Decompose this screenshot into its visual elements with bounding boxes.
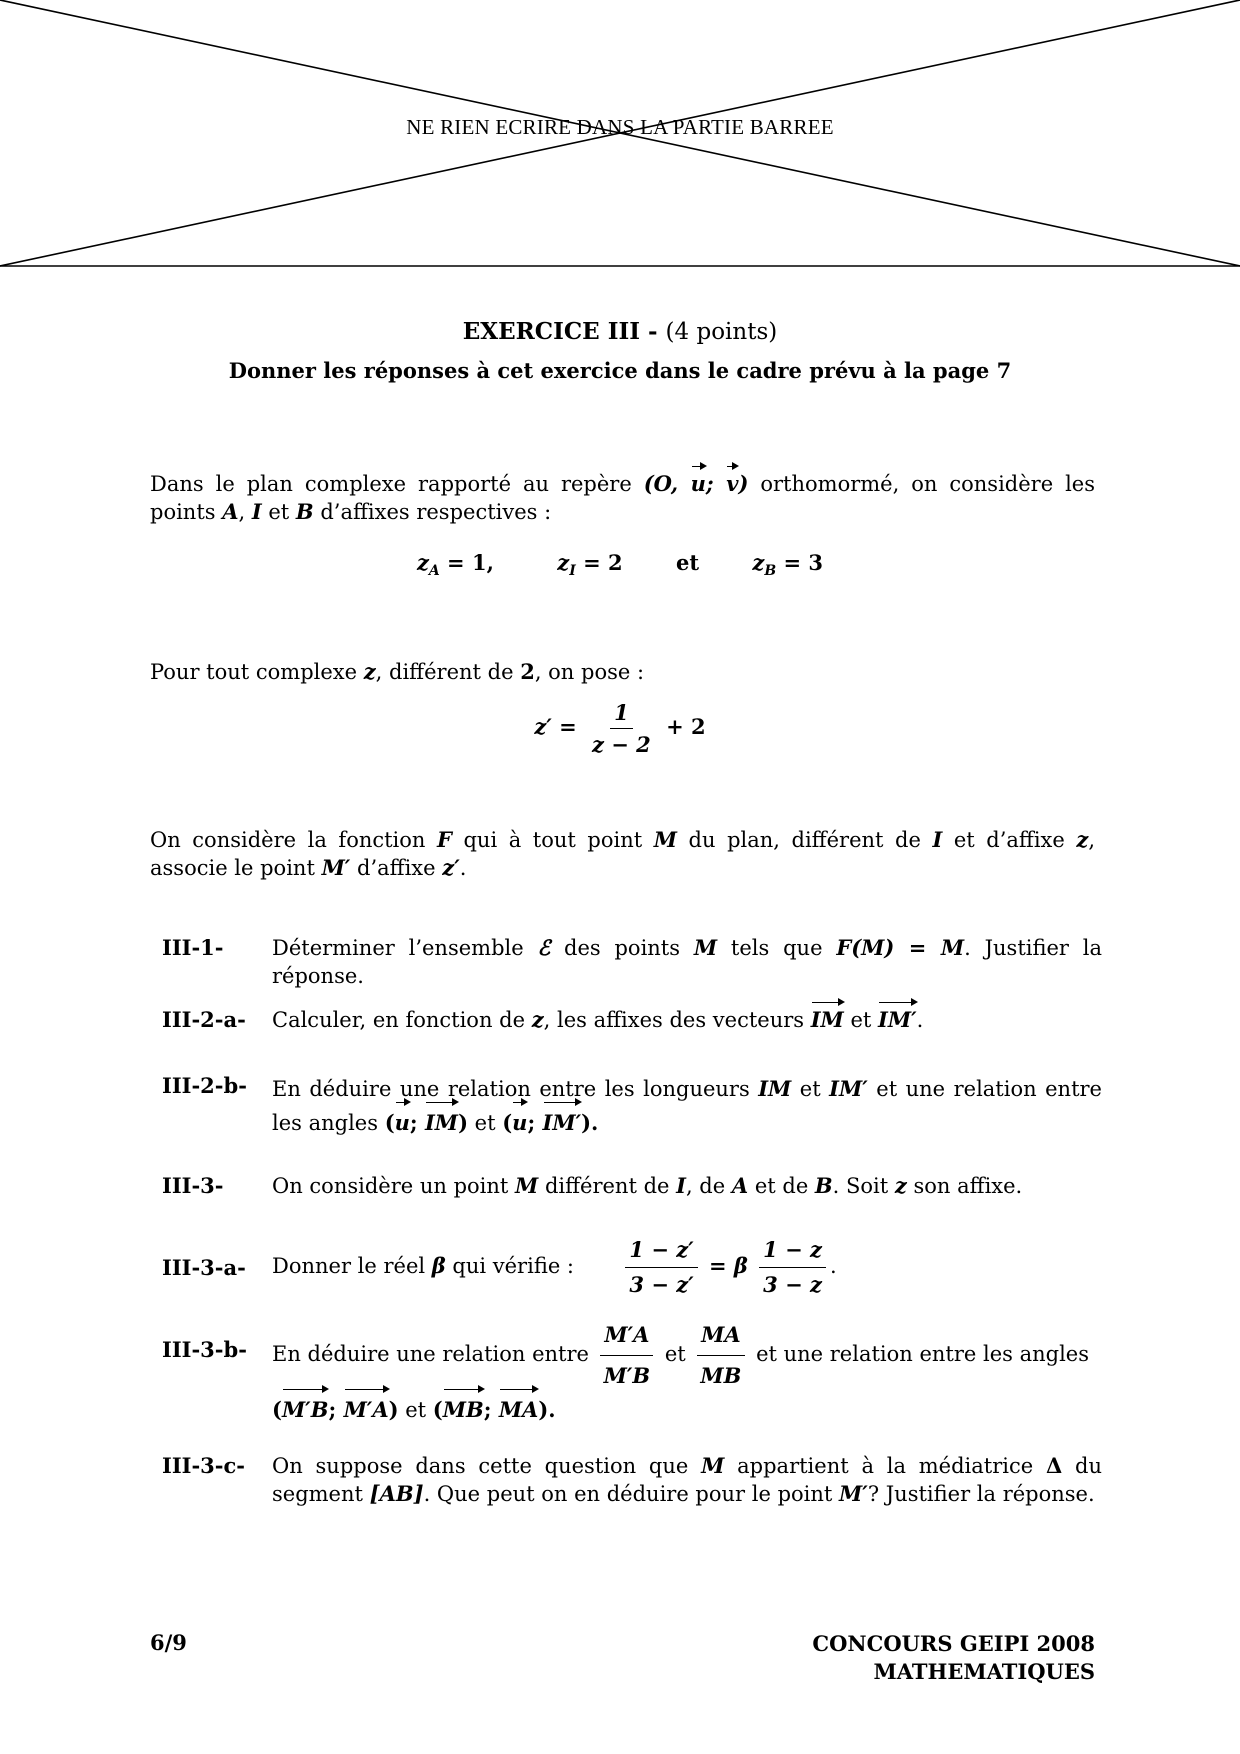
page-number: 6/9 [150,1630,187,1655]
question-text: On suppose dans cette question que M appartient à la médiatrice Δ du segment [AB]. Que peut on en déduire pour le point M′? Justifier la réponse. [272,1453,1102,1506]
intro-paragraph-1: Dans le plan complexe rapporté au repère (O, u; v) orthomormé, on considère les points A, I et B d’affixes respectives : [150,471,1096,524]
var-z: z [363,659,376,684]
vector-MB: MB [443,1393,484,1427]
question-label: III-1- [162,935,224,960]
crossed-out-header [0,0,1240,268]
M: M [653,827,677,852]
vector-MA: MA [499,1393,539,1427]
intro-paragraph-2 [150,658,1095,686]
text: , différent de [375,660,521,684]
text: du plan, différent de [677,828,933,852]
exercise-title-main: EXERCICE III - [462,318,666,345]
z: z [531,1007,544,1032]
formula-numerator: 1 [610,700,633,729]
question-label: III-2-a- [162,1007,246,1032]
z-prime: z′ [442,855,460,880]
footer-contest-info [812,1630,1095,1686]
text: d’affixes respectives : [313,500,552,524]
question-text: Calculer, en fonction de z, les affixes des vecteurs IM et IM′. [272,1007,924,1032]
exercise-subtitle: Donner les réponses à cet exercice dans le cadre prévu à la page 7 [228,358,1012,383]
question-III-2-a [162,1006,1102,1034]
segment-AB: [AB] [369,1481,424,1506]
vector-M-prime-B: M′B [282,1393,329,1427]
point-B: B [295,499,314,524]
value-A: = 1, [439,550,494,575]
ratio-M-prime: $\frac{M'A}{M'B}$ [600,1318,655,1393]
M: M [693,935,718,960]
text: d’affixe [350,856,443,880]
vector-IM-prime: IM′ [543,1106,582,1140]
z-I: z [557,550,570,575]
text: , on pose : [534,660,645,684]
and-word: et [675,550,700,575]
text: et d’affixe [942,828,1077,852]
value-B: = 3 [776,550,824,575]
question-text: En déduire une relation entre les longueurs IM et IM′ et une relation entre les angles (u; IM) et (u; IM′). [272,1072,1102,1140]
affixes-display [0,550,1240,579]
question-III-3-c [162,1452,1102,1508]
fraction-right: $\frac{1 - z}{3 - z}$ [759,1236,826,1299]
question-label: III-2-b- [162,1073,247,1098]
F: F [437,827,452,852]
sub-A: A [428,563,440,580]
z-B: z [752,550,765,575]
question-text: Donner le réel β qui vérifie : $\frac{1 - z'}{3 - z'}$ = β $\frac{1 - z}{3 - z}$ . [272,1237,837,1297]
vector-IM-prime: IM′ [878,1007,917,1032]
vector-IM: IM [425,1106,458,1140]
question-text: On considère un point M différent de I, de A et de B. Soit z son affixe. [272,1173,1023,1198]
contest-name: CONCOURS GEIPI 2008 [812,1631,1095,1656]
text: . [459,856,467,880]
length-IM: IM [758,1076,792,1101]
question-III-3-a [162,1236,1102,1299]
intro-paragraph-3 [150,826,1095,882]
exercise-title [0,318,1240,345]
text: , associe le point [150,828,1095,880]
question-label: III-3- [162,1173,224,1198]
text: Dans le plan complexe rapporté au repère [150,472,644,496]
formula-lhs: z′ = [534,714,585,739]
point-A: A [222,499,239,524]
question-III-3 [162,1172,1102,1200]
vector-u: u [512,1106,527,1140]
do-not-write-notice: NE RIEN ECRIRE DANS LA PARTIE BARREE [406,115,834,139]
question-label: III-3-c- [162,1453,246,1478]
frame-notation: (O, u; v) [643,471,749,496]
vector-u: u [395,1106,410,1140]
sub-I: I [569,563,576,580]
M-prime: M′ [321,855,351,880]
question-III-3-b [162,1318,1102,1427]
exercise-points: (4 points) [665,319,778,345]
question-label: III-3-b- [162,1337,247,1362]
beta: β [431,1253,446,1278]
ratio-M: $\frac{MA}{MB}$ [696,1318,745,1393]
text: qui à tout point [451,828,654,852]
z-A: z [416,550,429,575]
question-label: III-3-a- [162,1254,246,1280]
vector-M-prime-A: M′A [344,1393,389,1427]
delta-symbol: Δ [1045,1453,1063,1478]
text: et [261,500,296,524]
length-IM-prime: IM′ [829,1076,868,1101]
formula-rhs: + 2 [658,714,706,739]
I: I [932,827,943,852]
question-III-2-b [162,1072,1102,1140]
point-I: I [251,499,262,524]
formula-denominator: z − 2 [592,732,651,757]
value-I: = 2 [575,550,623,575]
formula-fraction [588,700,655,757]
sub-B: B [764,563,777,580]
question-text: Déterminer l’ensemble ℰ des points M tels que F(M) = M. Justifier la réponse. [272,935,1103,988]
subject-name: MATHEMATIQUES [873,1659,1095,1684]
formula-z-prime [0,700,1240,757]
set-E: ℰ [537,935,551,960]
fraction-left: $\frac{1 - z'}{3 - z'}$ [625,1236,697,1299]
z: z [1076,827,1089,852]
question-III-1 [162,934,1102,990]
num-2: 2 [520,659,535,684]
vector-IM: IM [810,1007,844,1032]
text: On considère la fonction [150,828,437,852]
question-text: En déduire une relation entre $\frac{M'A}{M'B}$ et $\frac{MA}{MB}$ et une relation entre les angles (M′B; M′A) et (MB; MA). [272,1318,1102,1427]
fixed-point-equation: F(M) = M [836,935,965,960]
text: Pour tout complexe [150,660,364,684]
text: orthomormé, on considère les points [150,472,1096,524]
